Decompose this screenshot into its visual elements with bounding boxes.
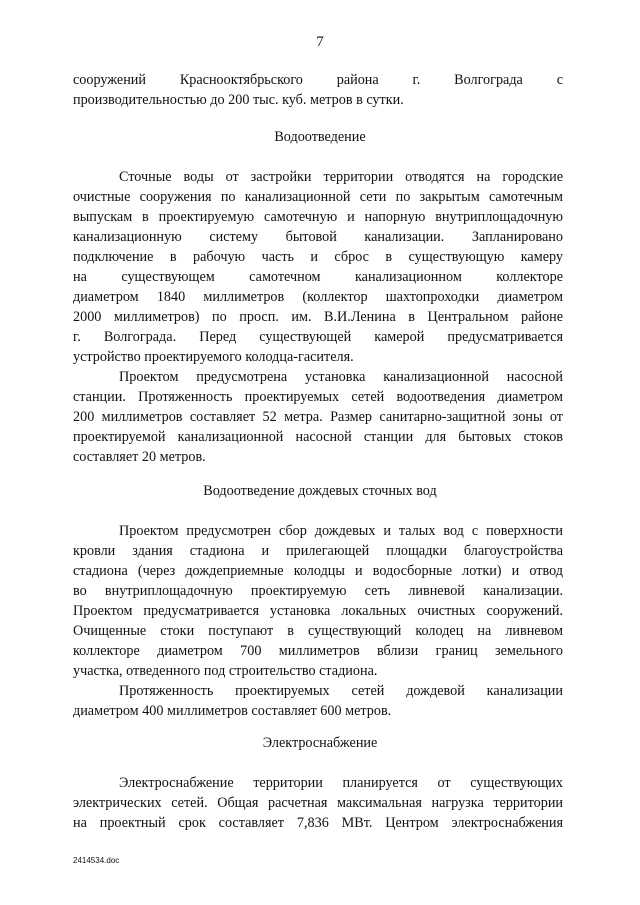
text-line: подключение в рабочую часть и сброс в существующую камеру [73,249,563,265]
text-line: Проектом предусмотрен сбор дождевых и талых вод с поверхности [119,523,563,539]
text-line: Проектом предусматривается установка локальных очистных сооружений. [73,603,563,619]
text-line: электрических сетей. Общая расчетная максимальная нагрузка территории [73,795,563,811]
text-line: на проектный срок составляет 7,836 МВт. Центром электроснабжения [73,815,563,831]
text-line: 200 миллиметров составляет 52 метра. Размер санитарно-защитной зоны от [73,409,563,425]
paragraph [73,681,563,721]
text-line: очистные сооружения по канализационной сети по закрытым самотечным [73,189,563,205]
paragraph [73,167,563,367]
text-line: производительностью до 200 тыс. куб. метров в сутки. [73,92,404,108]
section-heading-vodootvedenie: Водоотведение [274,129,366,145]
paragraph [73,773,563,833]
text-line: диаметром 1840 миллиметров (коллектор шахтопроходки диаметром [73,289,563,305]
text-line: участка, отведенного под строительство стадиона. [73,663,378,679]
text-line: устройство проектируемого колодца-гасителя. [73,349,354,365]
text-line: Очищенные стоки поступают в существующий колодец на ливневом [73,623,563,639]
text-line: 2000 миллиметров) по просп. им. В.И.Ленина в Центральном районе [73,309,563,325]
text-line: составляет 20 метров. [73,449,206,465]
text-line: Электроснабжение территории планируется от существующих [119,775,563,791]
text-line: диаметром 400 миллиметров составляет 600 метров. [73,703,392,719]
section-heading-power-supply: Электроснабжение [262,735,378,751]
paragraph [73,367,563,467]
text-line: во внутриплощадочную проектируемую сеть ливневой канализации. [73,583,563,599]
text-line: коллекторе диаметром 700 миллиметров вблизи границ земельного [73,643,563,659]
document-filename-footer: 2414534.doc [73,856,120,865]
intro-paragraph [73,70,563,110]
text-line: г. Волгограда. Перед существующей камерой предусматривается [73,329,563,345]
text-line: Протяженность проектируемых сетей дождевой канализации [119,683,563,699]
page-number: 7 [316,34,324,50]
text-line: канализационную систему бытовой канализации. Запланировано [73,229,563,245]
text-line: Проектом предусмотрена установка канализационной насосной [119,369,563,385]
text-line: сооружений Краснооктябрьского района г. Волгограда с [73,72,563,88]
text-line: кровли здания стадиона и прилегающей площадки благоустройства [73,543,563,559]
text-line: стадиона (через дождеприемные колодцы и водосборные лотки) и отвод [73,563,563,579]
text-line: Сточные воды от застройки территории отводятся на городские [119,169,563,185]
text-line: проектируемой канализационной насосной станции для бытовых стоков [73,429,563,445]
paragraph [73,521,563,681]
section-heading-rain-drainage: Водоотведение дождевых сточных вод [203,483,437,499]
text-line: выпускам в проектируемую самотечную и напорную внутриплощадочную [73,209,563,225]
text-line: на существующем самотечном канализационном коллекторе [73,269,563,285]
text-line: станции. Протяженность проектируемых сетей водоотведения диаметром [73,389,563,405]
